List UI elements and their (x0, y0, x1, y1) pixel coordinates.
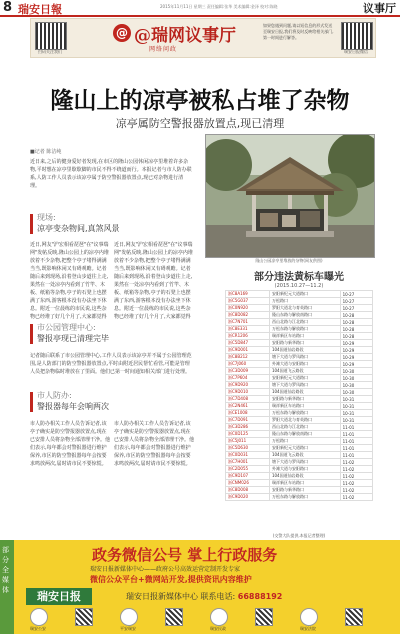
table-row (226, 466, 373, 473)
table-row (226, 494, 373, 501)
cell-plate: 浙C2D055 (226, 466, 270, 473)
cell-location: 安阳路与新华路口 (269, 340, 340, 347)
cell-plate: 浙C8D082 (226, 312, 270, 319)
cell-time: 10-29 (340, 347, 372, 354)
photo-caption: 隆山公园凉亭里堆放的杂物(网友供图) (255, 258, 323, 263)
cell-time: 10-27 (340, 298, 372, 305)
section-heading-title: 警报器每年会响两次 (37, 402, 109, 411)
ad-side-char: 全 (2, 566, 9, 574)
cell-plate: 浙C7N701 (226, 319, 270, 326)
cell-time: 11-02 (340, 487, 372, 494)
cell-location: 外滩大道与安阳路口 (269, 466, 340, 473)
page-number: 8 (3, 0, 13, 15)
cell-time: 10-30 (340, 389, 372, 396)
cell-location: 万松东路与解放路口 (269, 326, 340, 333)
qr-code-icon (75, 608, 93, 626)
cell-time: 11-01 (340, 424, 372, 431)
table-row (226, 340, 373, 347)
cell-plate: 浙C9D010 (226, 389, 270, 396)
cell-plate: 浙CE1008 (226, 410, 270, 417)
ad-headline: 政务微信公号 掌上行政服务 (92, 546, 278, 564)
emblem-icon (210, 608, 228, 626)
table-row (226, 312, 373, 319)
table-row (226, 333, 373, 340)
cell-plate: 浙C2N461 (226, 403, 270, 410)
table-row (226, 326, 373, 333)
ad-phone-label: 瑞安日报新媒体中心 联系电话: (126, 592, 236, 601)
section-body: 近日,网友"沪宏相看琵琶"在"议事瑞网"发帖反映,隆山公园上的凉亭内堆放着不少杂物,把整个亭子堵得满满当当,既影响休闲又有碍观瞻。记者随后来到现场,沿着登山步道往上走,果然在一处凉亭内看到了竹竿、木板、纸箱等杂物,亭子的石凳上也摆满了东西,游客根本没有办法坐下休息。附近一位晨练的市民说,这些杂物已经堆了好几个月了,大家都觉得 (30, 242, 109, 319)
cell-location: 104国道仙岩路段 (269, 473, 340, 480)
ad-service-line: 微信公众平台+微网站开发,提供资讯内容维护 (90, 575, 252, 584)
paper-name: 瑞安日報 (18, 3, 62, 16)
cell-time: 10-28 (340, 312, 372, 319)
cell-location: 安阳新纪元大道路口 (269, 291, 340, 298)
cell-plate: 浙C5G037 (226, 298, 270, 305)
gazebo-photo-image (206, 135, 374, 257)
violations-table (225, 290, 373, 501)
article-photo (205, 134, 375, 258)
table-row (226, 298, 373, 305)
cell-plate: 浙C7H001 (226, 459, 270, 466)
cell-plate: 浙C0D125 (226, 431, 270, 438)
cell-plate: 浙C7D091 (226, 417, 270, 424)
cell-location: 瑞祥新区车站路口 (269, 480, 340, 487)
cell-plate: 浙C9D107 (226, 473, 270, 480)
cell-time: 11-01 (340, 431, 372, 438)
cell-plate: 浙C0N920 (226, 305, 270, 312)
heading-marker (30, 214, 33, 234)
cell-time: 11-02 (340, 494, 372, 501)
table-row (226, 396, 373, 403)
table-row (226, 431, 373, 438)
ad-side-char: 分 (2, 556, 9, 564)
qr-left-caption: 扫码关注我们 (38, 49, 62, 54)
cell-plate: 浙C7P604 (226, 375, 270, 382)
banner-subtitle: 网络问政 (149, 46, 178, 53)
cell-location: 塘下大道与罗凤路口 (269, 382, 340, 389)
heading-marker (30, 392, 33, 412)
cell-time: 11-01 (340, 438, 372, 445)
column-banner (30, 18, 376, 58)
table-row (226, 347, 373, 354)
ad-side-char: 部 (2, 546, 9, 554)
table-row (226, 403, 373, 410)
qr-right-caption: 瑞安日报微信 (344, 49, 368, 54)
table-row (226, 361, 373, 368)
cell-time: 11-01 (340, 452, 372, 459)
cell-time: 11-02 (340, 459, 372, 466)
section-body: 记者随后联系了市公园管理中心,工作人员表示该凉亭并不属于公园管理范围,是人防部门的防空警报器放置点,平时由附近居民帮忙看管,可能是管理人员把杂物临时堆放在了里面。他们已第一时间通知相关部门进行处理。 (30, 353, 192, 375)
byline: ■记者 陈洁纯 (30, 149, 62, 155)
table-row (226, 424, 373, 431)
cell-plate: 浙C3D286 (226, 424, 270, 431)
ad-side-strip (0, 540, 14, 634)
cell-location: 万松路口 (269, 438, 340, 445)
table-row (226, 487, 373, 494)
section-heading (30, 322, 192, 346)
section-body: 市人防办相关工作人员告诉记者,该亭子确实是防空警报器放置点,现在已安排人员将杂物全部清理干净。他们表示,每年都会对警报器进行维护保养,市区的防空警报器每年会按要求鸣放两次,届时请市民不要惊慌。 (30, 421, 110, 467)
table-row (226, 291, 373, 298)
cell-time: 11-01 (340, 445, 372, 452)
cell-location: 104国道仙岩路段 (269, 389, 340, 396)
qr-code-icon (165, 608, 183, 626)
table-row (226, 375, 373, 382)
section-body-continued: 市人防办相关工作人员告诉记者,该亭子确实是防空警报器放置点,现在已安排人员将杂物全部清理干净。他们表示,每年都会对警报器进行维护保养,市区的防空警报器每年会按要求鸣放两次,届时请市民不要惊慌。 (114, 421, 194, 467)
section-heading-source: 市公园管理中心: (37, 323, 96, 332)
qr-code-icon (341, 22, 373, 50)
cell-location: 安阳新纪元大道路口 (269, 375, 340, 382)
table-note: (交警大队提供,本报记者整理) (272, 533, 326, 538)
section-heading-source: 市人防办: (37, 391, 72, 400)
article-lead: 近日来,之后的健身爱好者发现,在市区的隆山公园休闲凉亭里堆着许多杂物,平时想在凉亭里歇歇脚的市民不得不绕道而行。本报记者与市人防办联系,人防工作人员表示该凉亭属于防空警报器放置点,现已对杂物进行清理。 (30, 159, 192, 189)
table-row (226, 417, 373, 424)
ad-icon-caption: 瑞安民政 (210, 626, 226, 631)
cell-plate: 浙C3D009 (226, 368, 270, 375)
table-row (226, 319, 373, 326)
ad-phone-line (126, 591, 282, 602)
section-heading (30, 212, 192, 236)
cell-time: 10-28 (340, 326, 372, 333)
cell-location: 隆山东路与解放南路口 (269, 431, 340, 438)
cell-plate: 浙C9D001 (226, 347, 270, 354)
cell-location: 安阳新纪元大道路口 (269, 445, 340, 452)
cell-time: 10-30 (340, 368, 372, 375)
cell-plate: 浙C7J060 (226, 361, 270, 368)
cell-plate: 浙CR1206 (226, 333, 270, 340)
cell-time: 11-02 (340, 466, 372, 473)
banner-note: 如果您遇到问题,请以短信息的形式发送至瑞安日报,我们将及时反映给相关部门,第一时间进行解答。 (263, 23, 334, 40)
cell-time: 10-29 (340, 354, 372, 361)
cell-location: 罗阳大道北与育英路口 (269, 417, 340, 424)
section-body-continued: 近日,网友"沪宏相看琵琶"在"议事瑞网"发帖反映,隆山公园上的凉亭内堆放着不少杂物,把整个亭子堵得满满当当,既影响休闲又有碍观瞻。记者随后来到现场,沿着登山步道往上走,果然在一处凉亭内看到了竹竿、木板、纸箱等杂物,亭子的石凳上也摆满了东西,游客根本没有办法坐下休息。附近一位晨练的市民说,这些杂物已经堆了好几个月了,大家都觉得 (114, 242, 193, 319)
cell-time: 10-30 (340, 382, 372, 389)
ad-tagline: 瑞安日报新媒体中心——政府公号高效运营定制开发专家 (90, 566, 241, 573)
ad-side-char: 体 (2, 586, 9, 594)
cell-time: 10-28 (340, 333, 372, 340)
page-header (0, 0, 400, 17)
cell-location: 西山北路与江北路口 (269, 424, 340, 431)
cell-time: 10-27 (340, 305, 372, 312)
ad-icon-caption: 平安瑞安 (120, 626, 136, 631)
cell-location: 隆山东路与解放南路口 (269, 312, 340, 319)
cell-plate: 浙C5J011 (226, 438, 270, 445)
table-date-range: (2015.10.27—11.2) (274, 283, 324, 289)
table-row (226, 410, 373, 417)
table-row (226, 354, 373, 361)
cell-plate: 浙CNM026 (226, 480, 270, 487)
qr-code-icon (255, 608, 273, 626)
table-row (226, 382, 373, 389)
cell-time: 10-29 (340, 340, 372, 347)
table-row (226, 445, 373, 452)
cell-plate: 浙C8A169 (226, 291, 270, 298)
cell-plate: 浙C5D630 (226, 445, 270, 452)
article-subhead: 凉亭属防空警报器放置点,现已清理 (115, 117, 285, 130)
table-row (226, 368, 373, 375)
cell-time: 11-02 (340, 480, 372, 487)
dateline: 2015年11月11日 星期三 责任编辑:张华 美术编辑:金泽 校对:陈晓 (160, 4, 278, 9)
cell-time: 10-31 (340, 396, 372, 403)
cell-time: 10-27 (340, 291, 372, 298)
cell-plate: 浙C0D031 (226, 452, 270, 459)
cell-location: 安阳路与新华路口 (269, 396, 340, 403)
cell-plate: 浙C8E331 (226, 326, 270, 333)
cell-location: 万松东路与解放路口 (269, 494, 340, 501)
cell-time: 10-31 (340, 410, 372, 417)
cell-plate: 浙C5D847 (226, 340, 270, 347)
cell-location: 安阳路与新华路口 (269, 487, 340, 494)
table-title: 部分违法黄标车曝光 (254, 272, 344, 283)
cell-location: 瑞祥新区车站路口 (269, 333, 340, 340)
cell-location: 外滩大道与安阳路口 (269, 361, 340, 368)
cell-location: 104国道飞云路段 (269, 368, 340, 375)
cell-location: 万松东路与解放路口 (269, 410, 340, 417)
ad-icon-caption: 瑞安公安 (30, 626, 46, 631)
ad-brand-logo: 瑞安日报 (26, 588, 92, 605)
cell-time: 10-28 (340, 319, 372, 326)
cell-location: 104国道仙岩路段 (269, 347, 340, 354)
cell-location: 西山北路与江北路口 (269, 319, 340, 326)
cell-location: 塘下大道与罗凤路口 (269, 354, 340, 361)
article-headline: 隆山上的凉亭被私占堆了杂物 (50, 88, 350, 114)
qr-code-icon (345, 608, 363, 626)
cell-time: 11-02 (340, 473, 372, 480)
at-sign-icon: @ (113, 24, 131, 42)
table-row (226, 459, 373, 466)
ad-side-char: 媒 (2, 576, 9, 584)
section-name: 议事厅 (363, 2, 396, 15)
table-row (226, 438, 373, 445)
cell-location: 万松路口 (269, 298, 340, 305)
ad-icon-caption: 瑞安法院 (300, 626, 316, 631)
scales-icon (300, 608, 318, 626)
cell-time: 10-30 (340, 375, 372, 382)
cell-location: 104国道飞云路段 (269, 452, 340, 459)
ad-account-icons (20, 608, 398, 634)
cell-plate: 浙C7D408 (226, 396, 270, 403)
cell-time: 10-29 (340, 361, 372, 368)
section-heading-title: 警报亭现已清理完毕 (37, 334, 109, 343)
shield-icon (120, 608, 138, 626)
table-row (226, 480, 373, 487)
table-row (226, 452, 373, 459)
section-heading (30, 390, 192, 414)
cell-plate: 浙C9D920 (226, 382, 270, 389)
cell-plate: 浙C8B212 (226, 354, 270, 361)
table-row (226, 305, 373, 312)
advertisement (0, 540, 400, 634)
cell-location: 塘下大道与罗凤路口 (269, 459, 340, 466)
section-heading-source: 现场: (37, 213, 56, 222)
cell-time: 10-31 (340, 417, 372, 424)
table-row (226, 389, 373, 396)
cell-plate: 浙C8D008 (226, 487, 270, 494)
table-row (226, 473, 373, 480)
cell-plate: 浙C9D020 (226, 494, 270, 501)
section-heading-title: 凉亭变杂物间,真煞风景 (37, 224, 120, 233)
ad-phone-number: 66888192 (237, 592, 283, 601)
cell-time: 10-31 (340, 403, 372, 410)
cell-location: 罗阳大道北与育英路口 (269, 305, 340, 312)
heading-marker (30, 324, 33, 344)
police-badge-icon (30, 608, 48, 626)
cell-location: 瑞祥新区车站路口 (269, 403, 340, 410)
banner-title: @瑞网议事厅 (134, 26, 236, 46)
qr-code-icon (35, 22, 67, 50)
